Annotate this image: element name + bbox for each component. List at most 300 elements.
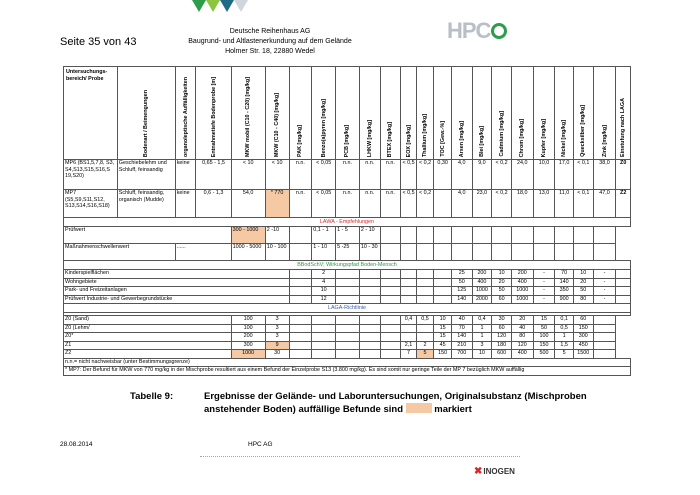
table-cell: 17,0	[555, 160, 574, 190]
table-cell: 15	[533, 316, 555, 325]
table-cell: 80	[573, 295, 593, 304]
table-cell	[593, 324, 616, 333]
table-cell: 54,0	[231, 190, 265, 218]
table-cell: -	[533, 295, 555, 304]
table-cell: 1 - 10	[312, 244, 336, 261]
table-cell	[401, 287, 417, 296]
table-cell: 45	[434, 341, 452, 350]
header-col: organoleptische Auffälligkeiten	[175, 67, 196, 160]
table-cell	[573, 227, 593, 244]
sample-id: MP6 (BS1,5,7,8, S3, S4,S13,S15,S16,S 19,S20)	[64, 160, 118, 190]
table-cell	[416, 227, 434, 244]
table-cell: 140	[451, 333, 472, 342]
table-cell: 2	[416, 341, 434, 350]
caption-label: Tabelle 9:	[130, 391, 174, 402]
table-cell: < 0,2	[492, 190, 512, 218]
table-cell	[616, 295, 631, 304]
table-cell: 140	[451, 295, 472, 304]
table-cell	[380, 227, 401, 244]
laga-row	[64, 316, 631, 325]
header-col: PAK [mg/kg]	[289, 67, 312, 160]
table-cell: 120	[511, 341, 533, 350]
table-cell	[401, 227, 417, 244]
table-cell	[380, 341, 401, 350]
table-cell	[359, 287, 380, 296]
table-cell	[289, 287, 312, 296]
table-cell: -	[593, 287, 616, 296]
table-cell: 400	[511, 350, 533, 359]
table-cell: n.n.	[289, 160, 312, 190]
table-cell: 40	[511, 324, 533, 333]
table-cell	[416, 333, 434, 342]
table-cell	[312, 341, 336, 350]
table-cell: < 0,2	[492, 160, 512, 190]
header-col: Nickel [mg/kg]	[555, 67, 574, 160]
table-cell	[336, 270, 360, 279]
table-cell	[434, 227, 452, 244]
table-cell	[616, 287, 631, 296]
table-header-row	[64, 67, 631, 160]
table-cell: 20	[573, 278, 593, 287]
header-project: Baugrund- und Altlastenerkundung auf dem Gelände	[188, 38, 352, 45]
table-cell	[289, 324, 312, 333]
table-cell: 150	[533, 341, 555, 350]
table-cell: Schluff, feinsandig, organisch (Mudde)	[117, 190, 175, 218]
table-cell: 1	[472, 333, 492, 342]
table-cell: 10	[492, 270, 512, 279]
table-cell	[451, 244, 472, 261]
table-cell: 1000	[511, 295, 533, 304]
row-label: Prüfwert Industrie- und Gewerbegrundstücke	[64, 295, 290, 304]
table-cell	[289, 333, 312, 342]
table-cell	[416, 324, 434, 333]
table-cell: 80	[511, 333, 533, 342]
table-cell: Geschiebelehm und Schluff, feinsandig	[117, 160, 175, 190]
table-cell	[593, 333, 616, 342]
table-cell: 4,0	[451, 160, 472, 190]
table-cell: 3	[265, 324, 289, 333]
table-cell: 450	[573, 341, 593, 350]
document-header	[180, 27, 360, 57]
table-cell: 5	[555, 350, 574, 359]
table-cell	[472, 244, 492, 261]
header-col: Chrom [mg/kg]	[511, 67, 533, 160]
table-cell: keine	[175, 190, 196, 218]
table-cell: 0,1	[555, 316, 574, 325]
massnahme-row	[64, 244, 631, 261]
table-cell: < 10	[231, 160, 265, 190]
table-cell: 400	[511, 278, 533, 287]
table-cell: 1	[555, 333, 574, 342]
table-cell: 300	[573, 333, 593, 342]
header-company: Deutsche Reihenhaus AG	[229, 28, 311, 35]
table-cell	[401, 333, 417, 342]
table-cell	[492, 244, 512, 261]
table-cell: 13,0	[533, 190, 555, 218]
table-cell: n.n.	[359, 190, 380, 218]
table-cell: 10	[573, 270, 593, 279]
pruefwert-row	[64, 227, 631, 244]
table-cell	[380, 350, 401, 359]
note-row	[64, 367, 631, 376]
table-cell: 12	[312, 295, 336, 304]
table-cell: -	[593, 270, 616, 279]
header-address: Holmer Str. 18, 22880 Wedel	[225, 48, 315, 55]
table-cell	[401, 270, 417, 279]
table-cell: 3	[265, 333, 289, 342]
table-cell: n.n.	[380, 160, 401, 190]
row-label: Park- und Freizeitanlagen	[64, 287, 290, 296]
footer-date: 28.08.2014	[60, 441, 93, 448]
table-cell	[401, 278, 417, 287]
table-cell: 0,30	[434, 160, 452, 190]
table-cell	[593, 316, 616, 325]
table-cell	[593, 227, 616, 244]
row-label: Prüfwert	[64, 227, 232, 244]
table-cell: 50	[451, 278, 472, 287]
header-col: Thallium [mg/kg]	[416, 67, 434, 160]
caption-text	[204, 391, 634, 416]
table-cell: 10 - 100	[265, 244, 289, 261]
row-label: Z1	[64, 341, 232, 350]
header-col: EOX [mg/kg]	[401, 67, 417, 160]
table-cell: 120	[492, 333, 512, 342]
table-cell: 1000 - 5000	[231, 244, 265, 261]
table-cell	[555, 244, 574, 261]
results-table	[63, 66, 631, 376]
table-cell	[336, 333, 360, 342]
hpc-logo	[447, 18, 507, 44]
table-cell: 1 - 5	[336, 227, 360, 244]
table-cell: 10	[434, 316, 452, 325]
table-cell	[289, 244, 312, 261]
sample-id: MP7 (S5,S9,S11,S12, S13,S14,S16,S18)	[64, 190, 118, 218]
header-col: Benzo(a)pyren [mg/kg]	[312, 67, 336, 160]
table-cell: 50	[492, 287, 512, 296]
table-cell	[336, 316, 360, 325]
hpc-logo-ring-icon	[491, 23, 507, 39]
table-cell	[380, 333, 401, 342]
highlighted-cell: * 770	[265, 190, 289, 218]
table-cell: 100	[231, 316, 265, 325]
table-cell: 900	[555, 295, 574, 304]
table-cell: 400	[472, 278, 492, 287]
highlight-swatch	[406, 403, 432, 413]
results-table-container	[63, 66, 631, 376]
table-cell: n.n.	[336, 160, 360, 190]
table-cell: 700	[451, 350, 472, 359]
table-cell: < 0,5	[401, 190, 417, 218]
table-cell	[359, 270, 380, 279]
table-cell: 25	[451, 270, 472, 279]
table-cell: 0,4	[472, 316, 492, 325]
highlighted-cell: 1000	[231, 350, 265, 359]
highlighted-cell: 9	[265, 341, 289, 350]
table-cell: 0,5	[555, 324, 574, 333]
table-cell: 10 - 30	[359, 244, 380, 261]
table-cell: 100	[231, 324, 265, 333]
table-cell	[593, 244, 616, 261]
bbodschv-row	[64, 287, 631, 296]
table-cell: n.n.	[336, 190, 360, 218]
table-cell: 70	[451, 324, 472, 333]
table-cell: 4	[312, 278, 336, 287]
table-cell: 0,4	[401, 316, 417, 325]
laga-row	[64, 333, 631, 342]
table-cell	[416, 287, 434, 296]
table-cell: 125	[451, 287, 472, 296]
row-label: Kinderspielflächen	[64, 270, 290, 279]
table-cell	[336, 295, 360, 304]
inogen-logo-text: INOGEN	[483, 467, 515, 476]
laga-class: Z0	[616, 160, 631, 190]
table-cell	[555, 227, 574, 244]
table-cell	[434, 295, 452, 304]
row-label: Maßnahmenschwellenwert	[64, 244, 176, 261]
table-cell	[451, 227, 472, 244]
table-cell	[336, 350, 360, 359]
table-cell: 0,6 - 1,3	[196, 190, 231, 218]
footer-company: HPC AG	[248, 441, 273, 448]
table-cell	[336, 287, 360, 296]
table-cell	[289, 278, 312, 287]
table-cell: 1	[472, 324, 492, 333]
header-col: Arsen [mg/kg]	[451, 67, 472, 160]
top-logo-graphic	[192, 0, 252, 14]
table-cell: 2000	[472, 295, 492, 304]
table-cell: 38,0	[593, 160, 616, 190]
table-cell: 23,0	[472, 190, 492, 218]
table-cell: 3	[472, 341, 492, 350]
row-label: Wohngebiete	[64, 278, 290, 287]
table-cell	[511, 227, 533, 244]
table-cell	[359, 341, 380, 350]
section-row-laga	[64, 304, 631, 313]
laga-row	[64, 350, 631, 359]
table-cell: 300 - 1000	[231, 227, 265, 244]
row-label: Z0 (Sand)	[64, 316, 232, 325]
table-cell	[289, 350, 312, 359]
bbodschv-row	[64, 295, 631, 304]
table-cell	[416, 295, 434, 304]
table-cell	[533, 227, 555, 244]
page-number: Seite 35 von 43	[60, 36, 137, 48]
table-cell	[492, 227, 512, 244]
table-cell: 9,0	[472, 160, 492, 190]
header-col: Einstufung nach LAGA	[616, 67, 631, 160]
table-cell: 15	[434, 333, 452, 342]
table-cell	[472, 227, 492, 244]
table-cell	[359, 316, 380, 325]
table-cell: 1500	[573, 350, 593, 359]
table-cell	[616, 270, 631, 279]
table-cell: 200	[511, 270, 533, 279]
laga-class: Z2	[616, 190, 631, 218]
table-cell: 150	[573, 324, 593, 333]
table-cell: 20	[492, 278, 512, 287]
table-cell	[416, 244, 434, 261]
hpc-logo-text: HPC	[447, 18, 491, 43]
table-cell	[359, 295, 380, 304]
table-cell: 11,0	[555, 190, 574, 218]
table-cell	[336, 324, 360, 333]
caption-suffix: markiert	[434, 404, 472, 415]
table-cell: 7	[401, 350, 417, 359]
table-cell: 24,0	[511, 160, 533, 190]
inogen-logo	[474, 466, 515, 477]
table-cell: 180	[492, 341, 512, 350]
header-col: Kupfer [mg/kg]	[533, 67, 555, 160]
header-col: LHKW [mg/kg]	[359, 67, 380, 160]
inogen-x-icon: ✖	[474, 466, 483, 477]
table-cell: 140	[555, 278, 574, 287]
table-cell: -	[533, 270, 555, 279]
table-cell: -	[533, 278, 555, 287]
table-cell	[359, 278, 380, 287]
table-cell	[289, 316, 312, 325]
table-cell: 60	[492, 295, 512, 304]
table-cell: -	[593, 295, 616, 304]
table-cell: < 0,2	[416, 160, 434, 190]
table-cell: 350	[555, 287, 574, 296]
table-cell: 300	[231, 341, 265, 350]
table-cell: 18,0	[511, 190, 533, 218]
table-cell: 60	[492, 324, 512, 333]
table-cell	[380, 324, 401, 333]
header-col: Blei [mg/kg]	[472, 67, 492, 160]
table-cell	[511, 244, 533, 261]
table-cell: 500	[533, 350, 555, 359]
table-cell: 47,0	[593, 190, 616, 218]
table-cell	[359, 324, 380, 333]
header-col: Bodenart / Beimengungen	[117, 67, 175, 160]
section-row-lawa	[64, 218, 631, 227]
table-cell: < 10	[265, 160, 289, 190]
table-cell: 2	[312, 270, 336, 279]
table-cell: 600	[492, 350, 512, 359]
table-cell: keine	[175, 160, 196, 190]
table-cell: 210	[451, 341, 472, 350]
table-cell	[416, 278, 434, 287]
table-cell	[434, 190, 452, 218]
table-cell: n.n.	[289, 190, 312, 218]
table-cell: 0,1 - 1	[312, 227, 336, 244]
highlighted-cell: 5	[416, 350, 434, 359]
table-cell: n.n.	[380, 190, 401, 218]
footnote-mp7: * MP7: Der Befund für MKW von 770 mg/kg in der Mischprobe resultiert aus einem Befund der Einzelprobe S13 (3.800 mg/kg). Es sind somit nur geringe Teile der MP 7 bezüglich MKW auffällig	[64, 367, 631, 376]
table-cell	[434, 270, 452, 279]
header-col: MKW (C10 - C40) [mg/kg]	[265, 67, 289, 160]
table-cell	[401, 295, 417, 304]
section-row-bbodschv	[64, 261, 631, 270]
section-title-bbodschv: BBodSchV; Wirkungspfad Boden-Mensch	[64, 261, 631, 270]
table-cell	[359, 350, 380, 359]
header-sample: Untersuchungs-bereich/ Probe	[64, 67, 118, 160]
sample-row-mp6	[64, 160, 631, 190]
table-cell: -	[593, 278, 616, 287]
table-cell	[593, 341, 616, 350]
bbodschv-row	[64, 270, 631, 279]
table-cell: 5 -25	[336, 244, 360, 261]
table-cell: 15	[434, 324, 452, 333]
table-cell: 0,65 - 1,5	[196, 160, 231, 190]
table-cell	[380, 270, 401, 279]
table-cell: 1000	[511, 287, 533, 296]
table-cell	[533, 244, 555, 261]
note-row	[64, 358, 631, 367]
laga-row	[64, 324, 631, 333]
row-label: Z2	[64, 350, 232, 359]
table-cell	[616, 278, 631, 287]
header-col: PCB [mg/kg]	[336, 67, 360, 160]
table-cell: < 0,1	[573, 190, 593, 218]
header-col: Quecksilber [mg/kg]	[573, 67, 593, 160]
table-cell	[380, 244, 401, 261]
table-cell: 100	[533, 333, 555, 342]
table-cell: < 0,05	[312, 160, 336, 190]
header-col: BTEX [mg/kg]	[380, 67, 401, 160]
table-cell: 150	[434, 350, 452, 359]
table-cell	[312, 324, 336, 333]
table-cell: < 0,05	[312, 190, 336, 218]
caption-body: Ergebnisse der Gelände- und Laboruntersuchungen, Originalsubstanz (Mischproben anstehender Boden) auffällige Befunde sind	[204, 391, 587, 415]
table-cell: 60	[573, 316, 593, 325]
header-col: Cadmium [mg/kg]	[492, 67, 512, 160]
table-cell	[434, 278, 452, 287]
table-cell	[593, 350, 616, 359]
table-cell: 1,5	[555, 341, 574, 350]
table-cell: 1000	[472, 287, 492, 296]
table-cell	[289, 295, 312, 304]
section-title-lawa: LAWA - Empfehlungen	[64, 218, 631, 227]
header-col: Entnahmetiefe Bodenprobe [m]	[196, 67, 231, 160]
table-cell: 40	[451, 316, 472, 325]
table-cell	[289, 341, 312, 350]
table-cell: n.n.	[359, 160, 380, 190]
table-cell	[289, 227, 312, 244]
table-cell: < 0,2	[416, 190, 434, 218]
table-cell	[573, 244, 593, 261]
header-col: TOC [Gew.-%]	[434, 67, 452, 160]
table-cell	[380, 295, 401, 304]
header-col: Zink [mg/kg]	[593, 67, 616, 160]
table-cell: 4,0	[451, 190, 472, 218]
table-cell: 2 -10	[265, 227, 289, 244]
table-cell: 200	[231, 333, 265, 342]
table-cell: 2 - 10	[359, 227, 380, 244]
header-col: MKW mobil (C10 - C20) [mg/kg]	[231, 67, 265, 160]
table-cell: < 0,5	[401, 160, 417, 190]
table-cell: 10,0	[533, 160, 555, 190]
table-cell	[312, 350, 336, 359]
table-cell: 10	[472, 350, 492, 359]
table-cell	[401, 324, 417, 333]
row-label-dots: ......	[175, 244, 231, 261]
table-cell: 3	[265, 316, 289, 325]
table-cell: 70	[555, 270, 574, 279]
table-cell	[380, 287, 401, 296]
table-cell: 2,1	[401, 341, 417, 350]
table-cell	[336, 278, 360, 287]
table-cell: 200	[472, 270, 492, 279]
table-cell: 50	[533, 324, 555, 333]
table-cell: < 0,1	[573, 160, 593, 190]
table-cell: -	[533, 287, 555, 296]
table-cell: 30	[492, 316, 512, 325]
table-cell	[312, 316, 336, 325]
table-cell	[380, 278, 401, 287]
table-cell	[289, 270, 312, 279]
